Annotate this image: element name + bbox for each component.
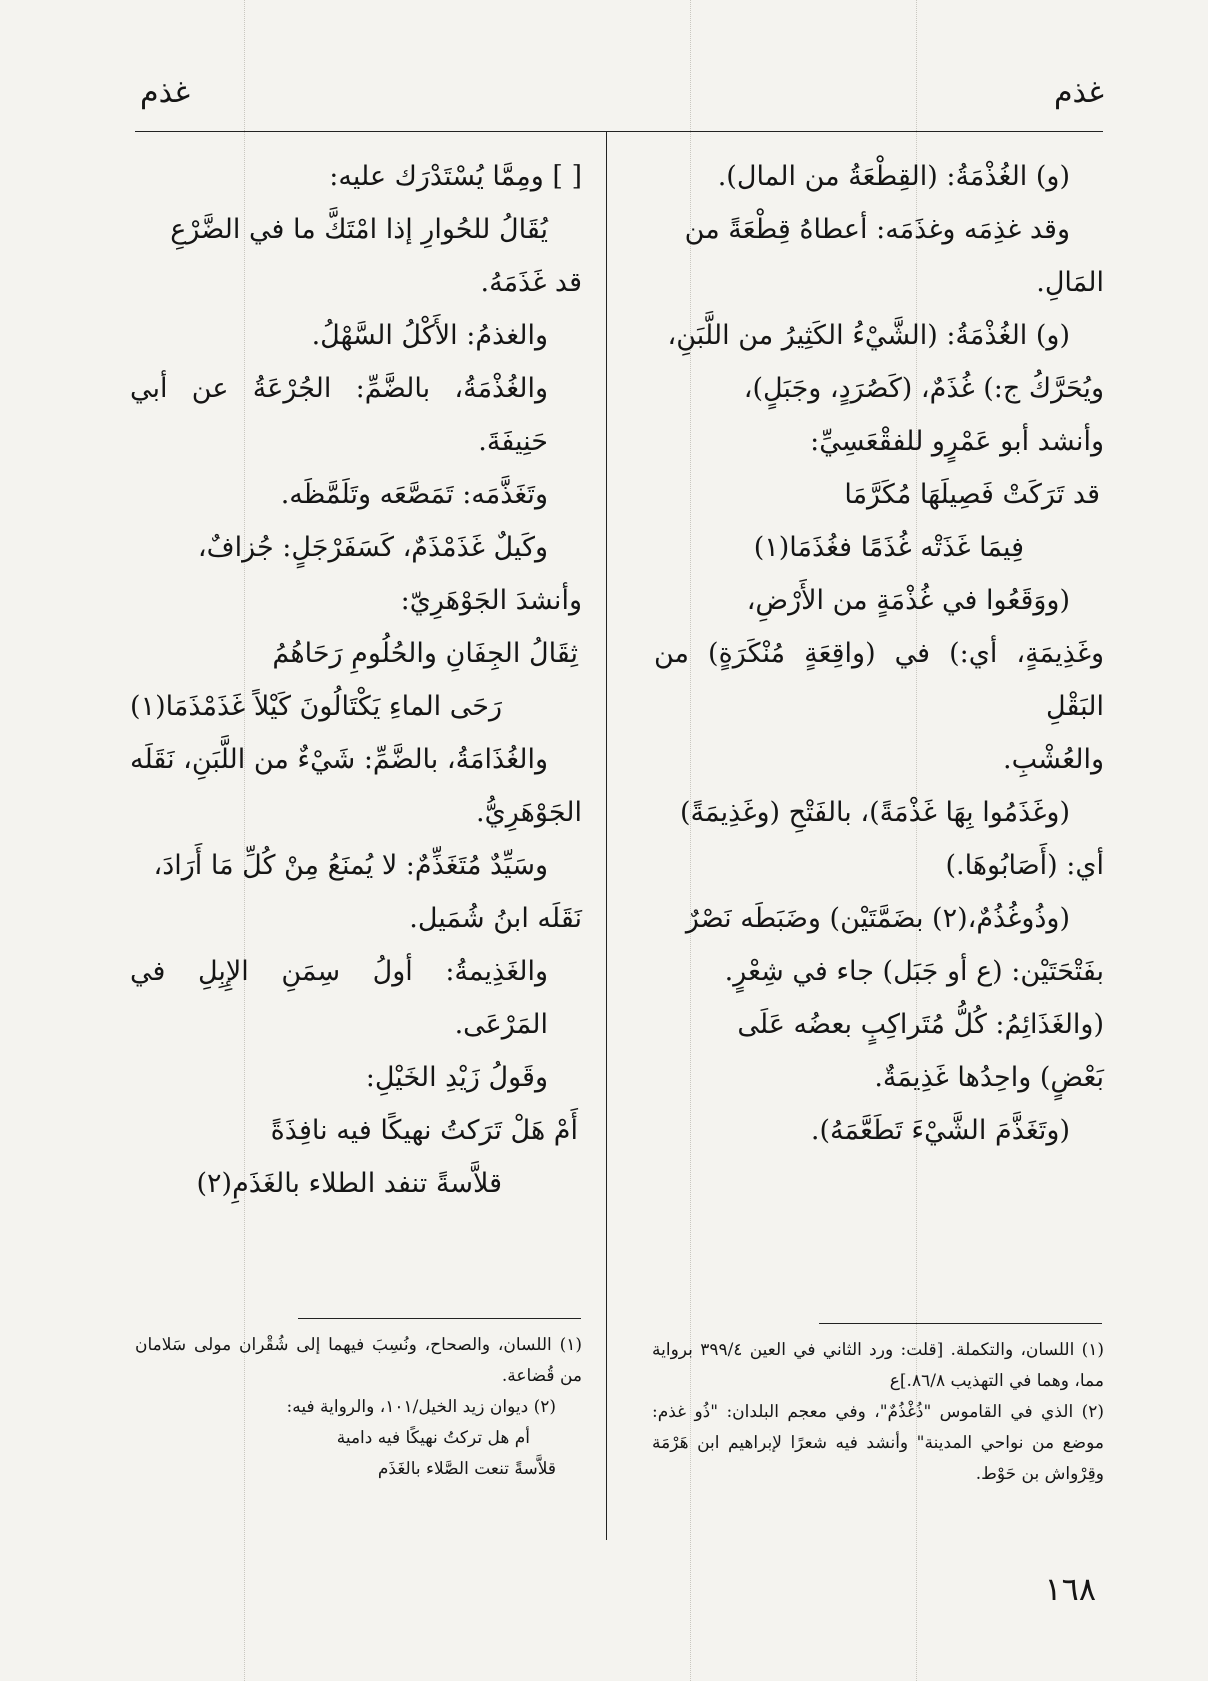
entry-line: يُقَالُ للحُوارِ إذا امْتَكَّ ما في الضَّرْعِ (170, 214, 548, 245)
verse-line: أَمْ هَلْ تَرَكتُ نهيكًا فيه نافِذَةً (270, 1115, 578, 1146)
entry-line: وقَولُ زَيْدِ الخَيْلِ: (365, 1062, 548, 1093)
entry-line: وغَذِيمَةٍ، أي:) في (واقِعَةٍ مُنْكَرَةٍ) من البَقْلِ (654, 638, 1104, 722)
entry-line: المَالِ. (1036, 267, 1104, 298)
footnote: (١) اللسان، والتكملة. [قلت: ورد الثاني في العين ٣٩٩/٤ برواية مما، وهما في التهذيب ٨٦/٨.]ع (652, 1340, 1104, 1391)
entry-line: وأنشدَ الجَوْهَرِيّ: (400, 585, 582, 616)
entry-line: والغُذْمَةُ، بالضَّمِّ: الجُرْعَةُ عن أبي حَنِيفَةَ. (130, 373, 548, 457)
running-head-left: غذم (140, 75, 191, 110)
entry-line: [ ] ومِمَّا يُسْتَدْرَك عليه: (329, 161, 582, 192)
footnotes-left (135, 1330, 582, 1485)
entry-line: وسَيِّدٌ مُتَغَذِّمٌ: لا يُمنَعُ مِنْ كُلِّ مَا أَرَادَ، (153, 850, 548, 881)
entry-line: (ووَقَعُوا في غُذْمَةٍ من الأَرْضِ، (746, 585, 1070, 616)
column-divider (606, 132, 607, 1540)
entry-line: (و) الغُذْمَةُ: (الشَّيْءُ الكَثِيرُ من اللَّبَنِ، (667, 320, 1070, 351)
entry-line: والغَذِيمةُ: أولُ سِمَنِ الإِبِلِ في المَرْعَى. (130, 956, 548, 1040)
entry-line: بَعْضٍ) واحِدُها غَذِيمَةٌ. (874, 1062, 1104, 1093)
entry-line: والعُشْبِ. (1003, 744, 1104, 775)
footnote: (١) اللسان، والصحاح، ونُسِبَ فيهما إلى شُقْران مولى سَلامان من قُضاعة. (135, 1335, 582, 1386)
entry-line: وقد غذِمَه وغذَمَه: أعطاهُ قِطْعَةً من (684, 214, 1070, 245)
footnotes-right (652, 1335, 1104, 1490)
entry-line: والغُذَامَةُ، بالضَّمِّ: شَيْءٌ من اللَّبَنِ، نَقَلَه (130, 744, 548, 775)
entry-line: والغذمُ: الأَكْلُ السَّهْلُ. (311, 320, 548, 351)
running-head-right: غذم (1053, 75, 1104, 110)
footnote-rule-right (819, 1323, 1102, 1324)
header-rule (135, 131, 1103, 132)
entry-line: (والغَذَائِمُ: كُلُّ مُتَراكِبٍ بعضُه عَلَى (737, 1009, 1104, 1040)
entry-line: (وتَغَذَّمَ الشَّيْءَ تَطَعَّمَهُ). (810, 1115, 1070, 1146)
footnote: (٢) ديوان زيد الخيل/١٠١، والرواية فيه: (286, 1397, 556, 1417)
entry-line: أي: (أَصَابُوهَا.) (945, 850, 1104, 881)
verse-line: رَحَى الماءِ يَكْتَالُونَ كَيْلاً غَذَمْذَمَا(١) (130, 691, 502, 722)
page-number: ١٦٨ (1044, 1570, 1096, 1608)
entry-line: وكَيلٌ غَذَمْذَمٌ، كَسَفَرْجَلٍ: جُزافٌ، (197, 532, 548, 563)
verse-line: قد تَرَكَتْ فَصِيلَهَا مُكَرَّمَا (844, 479, 1100, 510)
entry-line: (وذُوغُذُمٌ،(٢) بضَمَّتَيْن) وضَبَطَه نَصْرٌ (685, 903, 1070, 934)
right-column (654, 150, 1104, 1157)
entry-line: قد غَذَمَهُ. (480, 267, 582, 298)
entry-line: نَقَلَه ابنُ شُمَيل. (409, 903, 582, 934)
verse-line: فِيمَا غَذَتْه غُذَمًا فغُذَمَا(١) (753, 532, 1024, 563)
entry-line: (وغَذَمُوا بِهَا غَذْمَةً)، بالفَتْحِ (وغَذِيمَةً) (680, 797, 1070, 828)
verse-line: ثِقَالُ الجِفَانِ والحُلُومِ رَحَاهُمُ (272, 638, 578, 669)
footnote-verse: أم هل تركتُ نهيكًا فيه دامية (336, 1428, 530, 1448)
footnote-verse: قلاَّسةً تنعت الصَّلاء بالغَذَم (377, 1459, 556, 1479)
entry-line: (و) الغُذْمَةُ: (القِطْعَةُ من المال). (717, 161, 1070, 192)
entry-line: وأنشد أبو عَمْرٍو للفقْعَسِيِّ: (810, 426, 1104, 457)
footnote: (٢) الذي في القاموس "ذُغْذُمٌ"، وفي معجم البلدان: "ذُو غذم: موضع من نواحي المدينة" وأنشد فيه شعرًا لإبراهيم ابن هَرْمَة وقِرْواش بن حَوْط. (652, 1402, 1104, 1484)
entry-line: بفَتْحَتَيْن: (ع أو جَبَل) جاء في شِعْرٍ. (724, 956, 1104, 987)
left-column (130, 150, 582, 1210)
footnote-rule-left (298, 1318, 581, 1319)
entry-line: ويُحَرَّكُ ج:) غُذَمٌ، (كَصُرَدٍ، وجَبَلٍ)، (743, 373, 1104, 404)
entry-line: وتَغَذَّمَه: تَمَصَّعَه وتَلَمَّظَه. (280, 479, 548, 510)
verse-line: قلاَّسةً تنفد الطلاء بالغَذَمِ(٢) (196, 1168, 502, 1199)
entry-line: الجَوْهَرِيُّ. (476, 797, 582, 828)
